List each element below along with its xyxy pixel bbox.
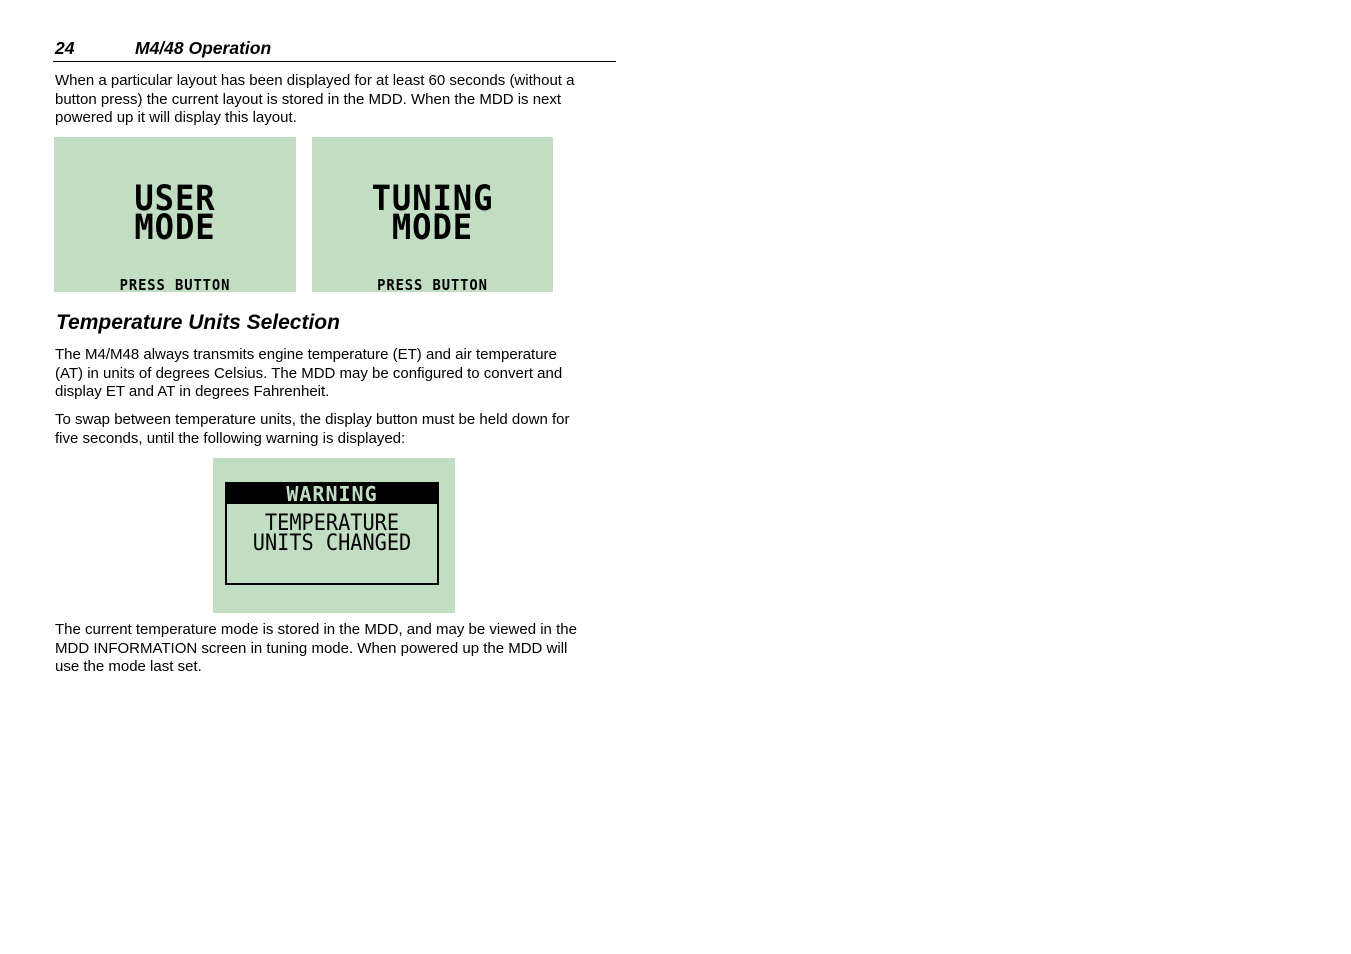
paragraph-line: The M4/M48 always transmits engine temperature (ET) and air temperature <box>55 346 557 363</box>
chapter-title: M4/48 Operation <box>135 38 272 58</box>
page-number: 24 <box>55 38 75 58</box>
lcd-user-line1: USER <box>134 179 216 219</box>
warning-box <box>225 482 439 585</box>
intro-paragraph <box>55 72 620 128</box>
warning-line2: UNITS CHANGED <box>252 531 412 556</box>
lcd-tuning-footer: PRESS BUTTON <box>377 276 488 292</box>
lcd-tuning-line2: MODE <box>391 208 474 248</box>
paragraph-line: MDD INFORMATION screen in tuning mode. When powered up the MDD will <box>55 639 568 657</box>
lcd-screen-warning <box>213 458 455 613</box>
lcd-screen-user-mode <box>54 137 296 292</box>
section-title: Temperature Units Selection <box>56 311 340 334</box>
lcd-tuning-line1: TUNING <box>371 179 494 219</box>
swap-instructions-paragraph <box>55 411 620 448</box>
paragraph-line: five seconds, until the following warning is displayed: <box>55 429 406 447</box>
warning-message <box>235 511 428 556</box>
paragraph-line: When a particular layout has been displayed for at least 60 seconds (without a <box>55 72 575 89</box>
warning-line1: TEMPERATURE <box>264 511 400 536</box>
lcd-screen-tuning-mode <box>312 137 553 292</box>
page-header <box>53 38 616 62</box>
paragraph-line: (AT) in units of degrees Celsius. The MDD may be configured to convert and <box>55 364 563 382</box>
paragraph-line: display ET and AT in degrees Fahrenheit. <box>55 383 330 400</box>
paragraph-line: powered up it will display this layout. <box>55 109 297 126</box>
current-mode-paragraph <box>55 621 620 677</box>
paragraph-line: button press) the current layout is stored in the MDD. When the MDD is next <box>55 90 562 108</box>
paragraph-line: The current temperature mode is stored in the MDD, and may be viewed in the <box>55 621 577 638</box>
paragraph-line: use the mode last set. <box>55 658 202 675</box>
lcd-user-line2: MODE <box>134 208 216 248</box>
warning-title: WARNING <box>227 484 437 504</box>
units-description-paragraph <box>55 346 620 402</box>
lcd-user-footer: PRESS BUTTON <box>119 276 231 292</box>
paragraph-line: To swap between temperature units, the display button must be held down for <box>55 411 570 428</box>
